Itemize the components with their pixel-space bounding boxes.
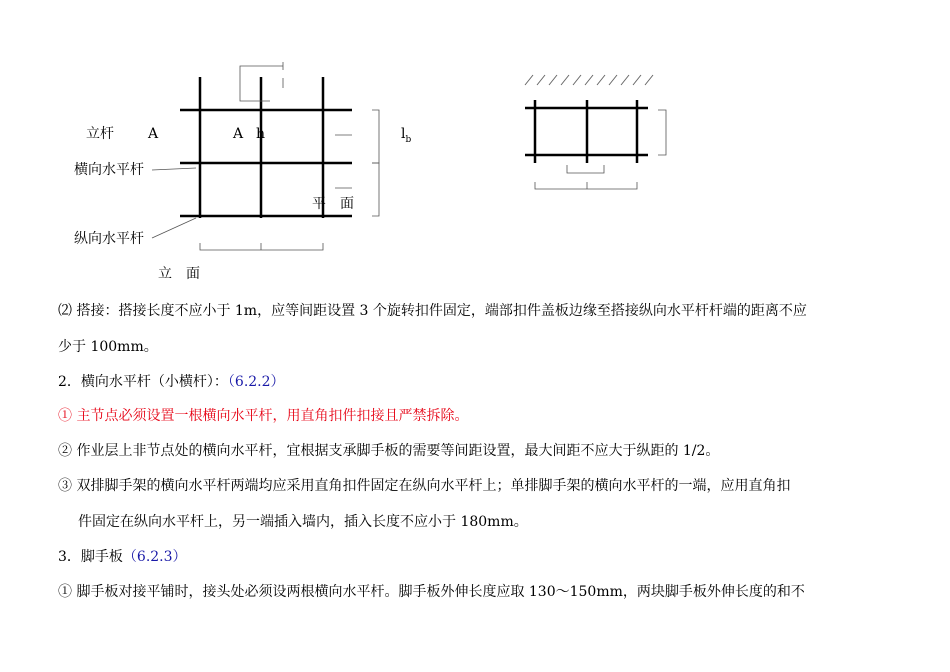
para-lap-joint-line2: 少于 100mm。 [58, 339, 158, 355]
label-longitudinal-bar: 纵向水平杆 [74, 231, 144, 247]
label-upright: 立杆 [86, 126, 114, 142]
section-ref-6-2-3: （6.2.3） [122, 549, 187, 565]
label-elevation: 立 面 [158, 266, 200, 282]
section-heading-transverse [58, 372, 898, 392]
section-ref-6-2-2: （6.2.2） [227, 374, 285, 390]
rule-2-work-layer: ② 作业层上非节点处的横向水平杆，宜根据支承脚手板的需要等间距设置，最大间距不应大于纵距的 1/2。 [58, 443, 720, 459]
plan-hatch [525, 75, 653, 85]
label-h: h [256, 126, 266, 142]
label-lb-sub: b [405, 134, 412, 145]
elevation-dimension-lines [152, 62, 379, 250]
section-heading-transverse-text: 2．横向水平杆（小横杆）： [58, 374, 228, 390]
label-lb [401, 126, 411, 148]
label-lb-main: l [401, 126, 406, 142]
rule-3-double-row-line1: ③ 双排脚手架的横向水平杆两端均应采用直角扣件固定在纵向水平杆上；单排脚手架的横向水平杆的一端，应用直角扣 [58, 478, 791, 494]
section-heading-board-text: 3．脚手板 [58, 549, 123, 565]
board-rule-1: ① 脚手板对接平铺时，接头处必须设两根横向水平杆。脚手板外伸长度应取 130～150mm，两块脚手板外伸长度的和不 [58, 584, 805, 600]
plan-dimension-lines [535, 110, 666, 189]
scaffold-elevation-figure [0, 0, 950, 300]
rule-1-main-node: ① 主节点必须设置一根横向水平杆，用直角扣件扣接且严禁拆除。 [58, 408, 469, 424]
label-a-right: A [233, 126, 244, 142]
label-plan: 平 面 [312, 196, 354, 212]
rule-3-double-row-line2: 件固定在纵向水平杆上，另一端插入墙内，插入长度不应小于 180mm。 [78, 514, 528, 530]
section-heading-scaffold-board [58, 547, 898, 567]
label-transverse-bar: 横向水平杆 [74, 162, 144, 178]
para-lap-joint-line1: ⑵ 搭接：搭接长度不应小于 1m，应等间距设置 3 个旋转扣件固定，端部扣件盖板边缘至搭接纵向水平杆杆端的距离不应 [58, 303, 807, 319]
plan-grid [525, 100, 648, 163]
label-a-left: A [148, 126, 159, 142]
